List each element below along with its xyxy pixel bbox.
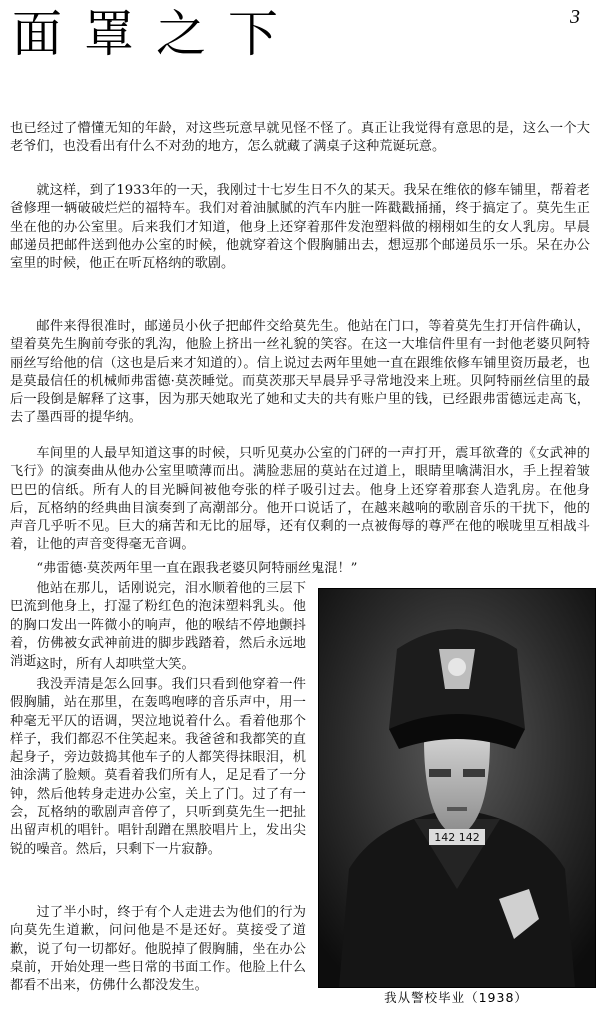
paragraph-9: 过了半小时，终于有个人走进去为他们的行为向莫先生道歉，问问他是不是还好。莫接受了道歉，说了句一切都好。他脱掉了假胸脯，坐在办公桌前，开始处理一些日常的书面工作。他脸上什么都看不出来，仿佛什么都没发生。 xyxy=(10,905,306,994)
paragraph-2: 就这样，到了1933年的一天，我刚过十七岁生日不久的某天。我呆在维依的修车铺里，帮着老爸修理一辆破破烂烂的福特车。我们对着油腻腻的汽车内脏一阵戳戳捅捅，终于搞定了。莫先生正坐在他的办公室里。后来我们才知道，他身上还穿着那件发泡塑料做的栩栩如生的女人乳房。早晨邮递员把邮件送到他办公室的时候，他就穿着这个假胸脯出去，想逗那个邮递员乐一乐。呆在办公室里的时候，他正在听瓦格纳的歌剧。 xyxy=(10,183,590,272)
paragraph-1: 也已经过了懵懂无知的年龄，对这些玩意早就见怪不怪了。真正让我觉得有意思的是，这么一个大老爷们，也没看出有什么不对劲的地方，怎么就藏了满桌子这种荒诞玩意。 xyxy=(10,121,590,155)
paragraph-3: 邮件来得很准时，邮递员小伙子把邮件交给莫先生。他站在门口，等着莫先生打开信件确认，望着莫先生胸前夸张的乳沟，他脸上挤出一丝礼貌的笑容。在这一大堆信件里有一封他老婆贝阿特丽丝写给他的信（这也是后来才知道的）。信上说过去两年里她一直在跟维依修车铺里资历最老，也是莫最信任的机械师弗雷德·莫茨睡觉。而莫茨那天早晨异乎寻常地没来上班。贝阿特丽丝信里的最后一段倒是解释了这事，因为那天她取光了她和丈夫的共有账户里的钱，已经跟弗雷德远走高飞，去了墨西哥的提华纳。 xyxy=(10,319,590,426)
collar-badge-number: 142 142 xyxy=(434,831,480,844)
paragraph-6: 他站在那儿，话刚说完，泪水顺着他的三层下巴流到他身上，打湿了粉红色的泡沫塑料乳头。他的胸口发出一阵微小的响声，他的喉结不停地颤抖着，仿佛被女武神前进的脚步践踏着，然后永远地消逝。 xyxy=(10,581,306,670)
photo-caption: 我从警校毕业（1938） xyxy=(384,990,528,1005)
police-officer-illustration xyxy=(318,588,596,988)
paragraph-5-quote: “弗雷德·莫茨两年里一直在跟我老婆贝阿特丽丝鬼混！” xyxy=(36,561,358,576)
page-title: 面罩之下 xyxy=(12,5,300,63)
paragraph-7: 这时，所有人却哄堂大笑。 xyxy=(36,657,195,672)
page-number: 3 xyxy=(570,6,580,28)
paragraph-4: 车间里的人最早知道这事的时候，只听见莫办公室的门砰的一声打开，震耳欲聋的《女武神的飞行》的演奏曲从他办公室里喷薄而出。满脸悲屈的莫站在过道上，眼睛里噙满泪水，手上捏着皱巴巴的信纸。所有人的目光瞬间被他夸张的样子吸引过去。他身上还穿着那套人造乳房。在他身后，瓦格纳的经典曲目演奏到了高潮部分。他开口说话了，在越来越响的歌剧音乐的干扰下，他的声音几乎听不见。巨大的痛苦和无比的屈辱，还有仅剩的一点被侮辱的尊严在他的喉咙里互相战斗着，让他的声音变得毫无音调。 xyxy=(10,446,590,553)
paragraph-8: 我没弄清是怎么回事。我们只看到他穿着一件假胸脯，站在那里，在轰鸣咆哮的音乐声中，用一种毫无平仄的语调，哭泣地说着什么。看着他那个样子，我们都忍不住笑起来。我爸爸和我都笑的直起身子，旁边鼓捣其他车子的人都笑得抹眼泪，机油涂满了脸颊。莫看着我们所有人，足足看了一分钟，然后他转身走进办公室，关上了门。过了有一会，瓦格纳的歌剧声音停了，只听到莫先生一把扯出留声机的唱针。唱针刮蹭在黑胶唱片上，发出尖锐的噪音。然后，只剩下一片寂静。 xyxy=(10,677,306,857)
